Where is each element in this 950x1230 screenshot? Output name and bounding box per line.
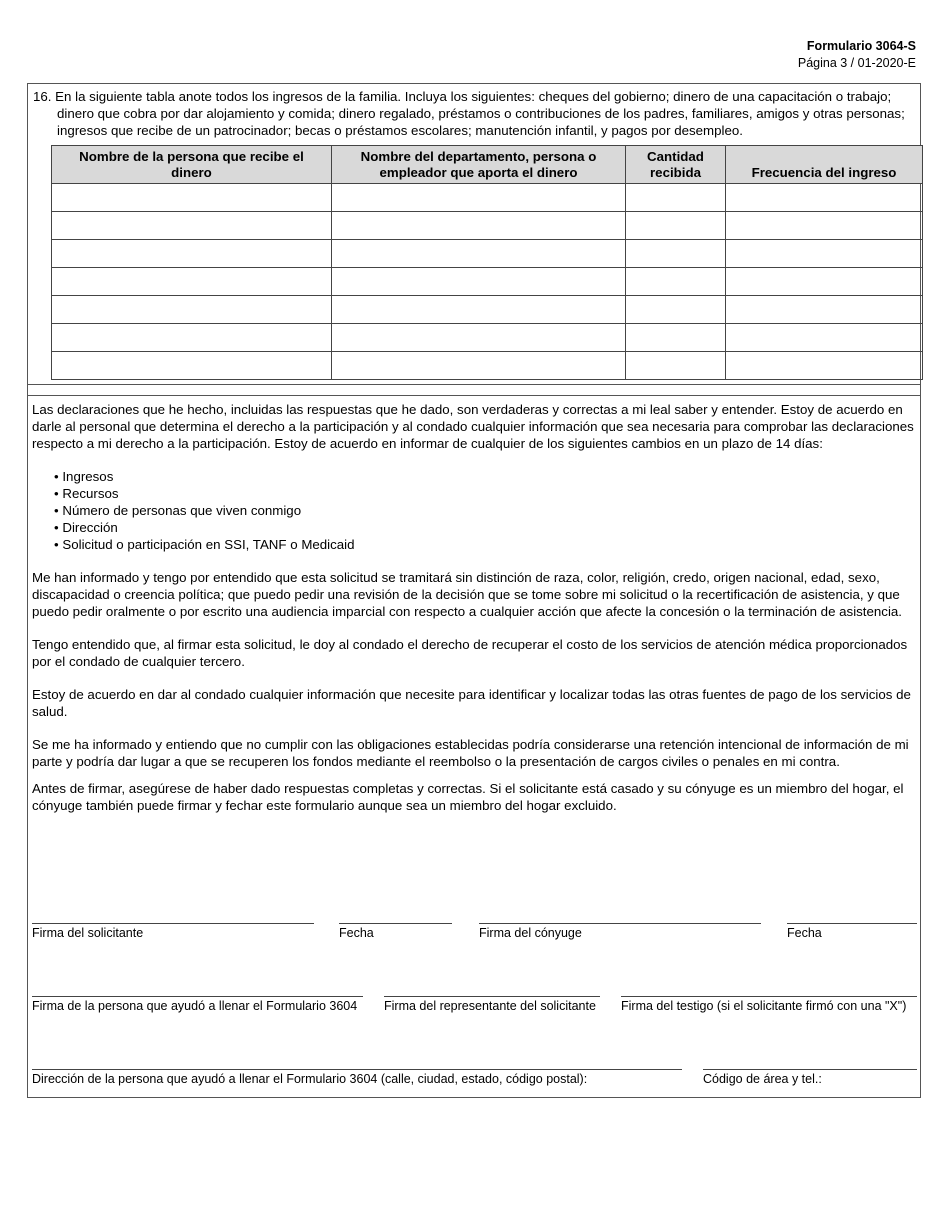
- cell-amount[interactable]: [626, 240, 726, 268]
- cell-recipient[interactable]: [52, 212, 332, 240]
- representative-signature-label: Firma del representante del solicitante: [384, 999, 596, 1013]
- list-item: • Ingresos: [54, 469, 114, 484]
- cell-payer[interactable]: [332, 240, 626, 268]
- cell-recipient[interactable]: [52, 352, 332, 380]
- cell-recipient[interactable]: [52, 240, 332, 268]
- cell-frequency[interactable]: [726, 296, 923, 324]
- statement-paragraph: Tengo entendido que, al firmar esta solicitud, le doy al condado el derecho de recuperar el costo de los servicios de atención médica proporcionados por el condado de cualquier tercero.: [32, 637, 908, 669]
- statement-paragraph: Las declaraciones que he hecho, incluidas las respuestas que he dado, son verdaderas y correctas a mi leal saber y entender. Estoy de acuerdo en darle al personal que determina el derecho a la participación y al condado cualquier información que sea necesaria para comprobar las declaraciones respecto a mi derecho a la participación. Estoy de acuerdo en informar de cualquier de los siguientes cambios en un plazo de 14 días:: [32, 402, 914, 451]
- statement-paragraph: Se me ha informado y entiendo que no cumplir con las obligaciones establecidas podría considerarse una retención intencional de información de mi parte y podría dar lugar a que se recuperen los fondos mediante el reembolso o la presentación de cargos civiles o penales en mi contra.: [32, 737, 909, 769]
- cell-amount[interactable]: [626, 212, 726, 240]
- cell-frequency[interactable]: [726, 184, 923, 212]
- list-item: • Solicitud o participación en SSI, TANF o Medicaid: [54, 537, 355, 552]
- witness-signature-label: Firma del testigo (si el solicitante firmó con una "X"): [621, 999, 907, 1013]
- helper-signature-line[interactable]: [32, 996, 363, 1013]
- table-row: [52, 352, 923, 380]
- income-table-header: [52, 146, 923, 184]
- table-row: [52, 324, 923, 352]
- col-amount: Cantidad recibida: [626, 146, 726, 184]
- spouse-date-label: Fecha: [787, 926, 822, 940]
- cell-frequency[interactable]: [726, 352, 923, 380]
- col-payer-name: Nombre del departamento, persona o empleador que aporta el dinero: [332, 146, 626, 184]
- cell-recipient[interactable]: [52, 184, 332, 212]
- spouse-signature-label: Firma del cónyuge: [479, 926, 582, 940]
- table-row: [52, 212, 923, 240]
- table-row: [52, 240, 923, 268]
- cell-payer[interactable]: [332, 184, 626, 212]
- list-item: • Recursos: [54, 486, 119, 501]
- section-divider: [28, 384, 920, 385]
- spouse-date-line[interactable]: [787, 923, 917, 940]
- form-header: [798, 38, 916, 72]
- cell-payer[interactable]: [332, 268, 626, 296]
- cell-frequency[interactable]: [726, 240, 923, 268]
- cell-recipient[interactable]: [52, 268, 332, 296]
- statement-paragraph: Estoy de acuerdo en dar al condado cualquier información que necesite para identificar y localizar todas las otras fuentes de pago de los servicios de salud.: [32, 687, 911, 719]
- income-table: [51, 145, 923, 380]
- statement-paragraph: Antes de firmar, asegúrese de haber dado respuestas completas y correctas. Si el solicitante está casado y su cónyuge es un miembro del hogar, el cónyuge también puede firmar y fechar este formulario aunque sea un miembro del hogar excluido.: [32, 781, 904, 813]
- col-frequency: Frecuencia del ingreso: [726, 146, 923, 184]
- statement-paragraph: Me han informado y tengo por entendido que esta solicitud se tramitará sin distinción de raza, color, religión, credo, origen nacional, edad, sexo, discapacidad o creencia política; que puedo pedir una revisión de la decisión que se tome sobre mi solicitud o la recertificación de asistencia, y que puedo pedir oralmente o por escrito una audiencia imparcial con respecto a cualquier acción que afecte la concesión o la terminación de asistencia.: [32, 570, 902, 619]
- spouse-signature-line[interactable]: [479, 923, 761, 940]
- table-row: [52, 268, 923, 296]
- change-list: [32, 468, 916, 553]
- cell-amount[interactable]: [626, 268, 726, 296]
- cell-payer[interactable]: [332, 352, 626, 380]
- cell-payer[interactable]: [332, 212, 626, 240]
- cell-amount[interactable]: [626, 296, 726, 324]
- applicant-signature-label: Firma del solicitante: [32, 926, 144, 940]
- list-item: • Dirección: [54, 520, 118, 535]
- witness-signature-line[interactable]: [621, 996, 917, 1013]
- helper-address-line[interactable]: [32, 1069, 682, 1086]
- cell-frequency[interactable]: [726, 212, 923, 240]
- phone-label: Código de área y tel.:: [703, 1072, 822, 1086]
- form-frame: [27, 83, 921, 1098]
- cell-payer[interactable]: [332, 296, 626, 324]
- form-title: Formulario 3064-S: [806, 39, 916, 53]
- cell-frequency[interactable]: [726, 268, 923, 296]
- cell-frequency[interactable]: [726, 324, 923, 352]
- statements-section: [32, 401, 916, 830]
- cell-amount[interactable]: [626, 352, 726, 380]
- applicant-date-label: Fecha: [339, 926, 374, 940]
- list-item: • Número de personas que viven conmigo: [54, 503, 302, 518]
- applicant-date-line[interactable]: [339, 923, 452, 940]
- helper-signature-label: Firma de la persona que ayudó a llenar el Formulario 3604: [32, 999, 358, 1013]
- table-row: [52, 184, 923, 212]
- cell-recipient[interactable]: [52, 324, 332, 352]
- applicant-signature-line[interactable]: [32, 923, 314, 940]
- cell-amount[interactable]: [626, 324, 726, 352]
- cell-payer[interactable]: [332, 324, 626, 352]
- table-row: [52, 296, 923, 324]
- col-recipient-name: Nombre de la persona que recibe el dinero: [52, 146, 332, 184]
- cell-recipient[interactable]: [52, 296, 332, 324]
- question-16-text: 16. En la siguiente tabla anote todos los ingresos de la familia. Incluya los siguientes: cheques del gobierno; dinero de una capacitación o trabajo; dinero que cobra por dar alojamiento y comida; dinero regalado, préstamos o contribuciones de los padres, familiares, amigos y otras personas; ingresos que recibe de un patrocinador; becas o préstamos escolares; manutención infantil, y pagos por desempleo.: [33, 89, 905, 138]
- phone-line[interactable]: [703, 1069, 917, 1086]
- section-divider: [28, 395, 920, 396]
- cell-amount[interactable]: [626, 184, 726, 212]
- page-info: Página 3 / 01-2020-E: [797, 56, 916, 70]
- helper-address-label: Dirección de la persona que ayudó a llenar el Formulario 3604 (calle, ciudad, estado, código postal):: [32, 1072, 588, 1086]
- representative-signature-line[interactable]: [384, 996, 600, 1013]
